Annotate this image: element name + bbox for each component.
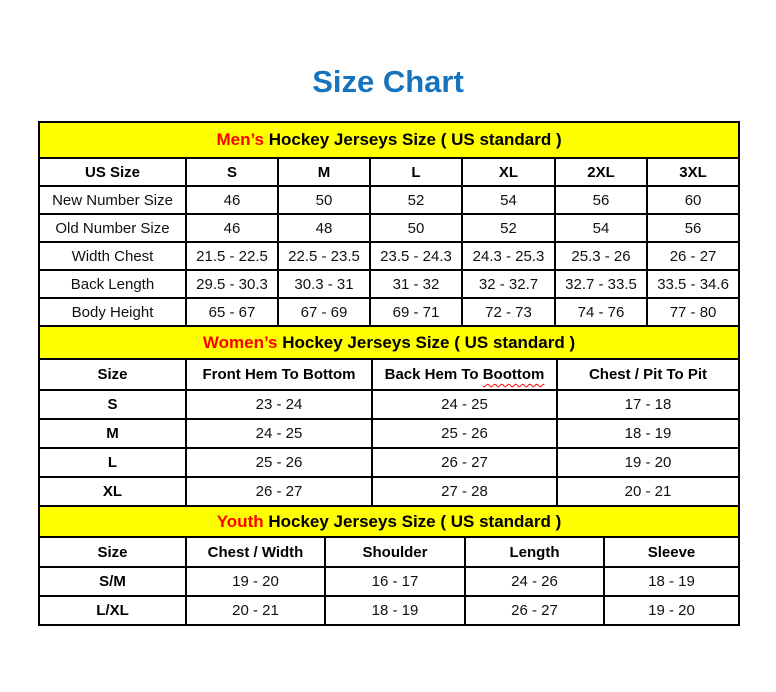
table-row (39, 567, 739, 596)
table-row (39, 242, 739, 270)
youth-size-table (38, 505, 740, 626)
mens-band-cell (39, 122, 739, 158)
column-header: Length (465, 537, 604, 567)
row-label: Back Length (39, 270, 186, 298)
cell-value: 46 (186, 186, 278, 214)
cell-value: 25 - 26 (372, 419, 557, 448)
cell-value: 24.3 - 25.3 (462, 242, 555, 270)
cell-value: 23.5 - 24.3 (370, 242, 462, 270)
cell-value: 74 - 76 (555, 298, 647, 326)
cell-value: 20 - 21 (557, 477, 739, 506)
cell-value: 72 - 73 (462, 298, 555, 326)
table-row (39, 298, 739, 326)
cell-value: 26 - 27 (647, 242, 739, 270)
youth-header-row (39, 537, 739, 567)
column-header: Shoulder (325, 537, 465, 567)
cell-value: 16 - 17 (325, 567, 465, 596)
youth-section-band (39, 506, 739, 537)
cell-value: 29.5 - 30.3 (186, 270, 278, 298)
cell-value: 27 - 28 (372, 477, 557, 506)
cell-value: 24 - 25 (186, 419, 372, 448)
cell-value: 30.3 - 31 (278, 270, 370, 298)
row-label: L (39, 448, 186, 477)
cell-value: 69 - 71 (370, 298, 462, 326)
cell-value: 65 - 67 (186, 298, 278, 326)
column-header: M (278, 158, 370, 186)
row-label: XL (39, 477, 186, 506)
cell-value: 18 - 19 (604, 567, 739, 596)
row-label: Old Number Size (39, 214, 186, 242)
row-label: L/XL (39, 596, 186, 625)
mens-size-table (38, 121, 740, 327)
womens-section-band (39, 326, 739, 359)
column-header: Size (39, 359, 186, 390)
size-chart (38, 121, 738, 626)
cell-value: 46 (186, 214, 278, 242)
cell-value: 33.5 - 34.6 (647, 270, 739, 298)
cell-value: 26 - 27 (186, 477, 372, 506)
mens-section-band (39, 122, 739, 158)
table-row (39, 477, 739, 506)
cell-value: 32.7 - 33.5 (555, 270, 647, 298)
table-row (39, 270, 739, 298)
cell-value: 60 (647, 186, 739, 214)
cell-value: 23 - 24 (186, 390, 372, 419)
column-header: 2XL (555, 158, 647, 186)
column-header-misspelled (372, 359, 557, 390)
cell-value: 24 - 26 (465, 567, 604, 596)
cell-value: 26 - 27 (372, 448, 557, 477)
cell-value: 52 (370, 186, 462, 214)
womens-size-table (38, 325, 740, 507)
cell-value: 21.5 - 22.5 (186, 242, 278, 270)
row-label: Body Height (39, 298, 186, 326)
cell-value: 54 (462, 186, 555, 214)
table-row (39, 214, 739, 242)
cell-value: 32 - 32.7 (462, 270, 555, 298)
cell-value: 24 - 25 (372, 390, 557, 419)
column-header: US Size (39, 158, 186, 186)
youth-band-rest: Hockey Jerseys Size ( US standard ) (263, 511, 562, 531)
row-label: M (39, 419, 186, 448)
column-header: S (186, 158, 278, 186)
cell-value: 26 - 27 (465, 596, 604, 625)
cell-value: 18 - 19 (325, 596, 465, 625)
cell-value: 67 - 69 (278, 298, 370, 326)
cell-value: 50 (370, 214, 462, 242)
column-header: Front Hem To Bottom (186, 359, 372, 390)
cell-value: 25.3 - 26 (555, 242, 647, 270)
mens-band-rest: Hockey Jerseys Size ( US standard ) (264, 130, 562, 149)
youth-band-highlight: Youth (216, 511, 264, 531)
womens-band-cell (39, 326, 739, 359)
column-header-text: Back Hem To (384, 366, 479, 383)
cell-value: 77 - 80 (647, 298, 739, 326)
cell-value: 19 - 20 (557, 448, 739, 477)
cell-value: 31 - 32 (370, 270, 462, 298)
cell-value: 18 - 19 (557, 419, 739, 448)
mens-header-row (39, 158, 739, 186)
table-row (39, 596, 739, 625)
page-title: Size Chart (312, 64, 464, 99)
column-header: XL (462, 158, 555, 186)
row-label: Width Chest (39, 242, 186, 270)
table-row (39, 186, 739, 214)
womens-header-row (39, 359, 739, 390)
row-label: New Number Size (39, 186, 186, 214)
cell-value: 17 - 18 (557, 390, 739, 419)
column-header: Chest / Pit To Pit (557, 359, 739, 390)
cell-value: 20 - 21 (186, 596, 325, 625)
cell-value: 19 - 20 (186, 567, 325, 596)
column-header: Size (39, 537, 186, 567)
row-label: S (39, 390, 186, 419)
mens-band-highlight: Men’s (216, 130, 264, 149)
row-label: S/M (39, 567, 186, 596)
cell-value: 56 (555, 186, 647, 214)
column-header: 3XL (647, 158, 739, 186)
youth-band-cell (39, 506, 739, 537)
womens-band-rest: Hockey Jerseys Size ( US standard ) (277, 332, 576, 352)
table-row (39, 419, 739, 448)
cell-value: 22.5 - 23.5 (278, 242, 370, 270)
misspelled-word: Boottom (482, 366, 545, 383)
column-header: Sleeve (604, 537, 739, 567)
cell-value: 50 (278, 186, 370, 214)
table-row (39, 448, 739, 477)
cell-value: 19 - 20 (604, 596, 739, 625)
table-row (39, 390, 739, 419)
cell-value: 56 (647, 214, 739, 242)
cell-value: 54 (555, 214, 647, 242)
column-header: Chest / Width (186, 537, 325, 567)
cell-value: 52 (462, 214, 555, 242)
womens-band-highlight: Women’s (202, 332, 278, 352)
cell-value: 25 - 26 (186, 448, 372, 477)
cell-value: 48 (278, 214, 370, 242)
column-header: L (370, 158, 462, 186)
